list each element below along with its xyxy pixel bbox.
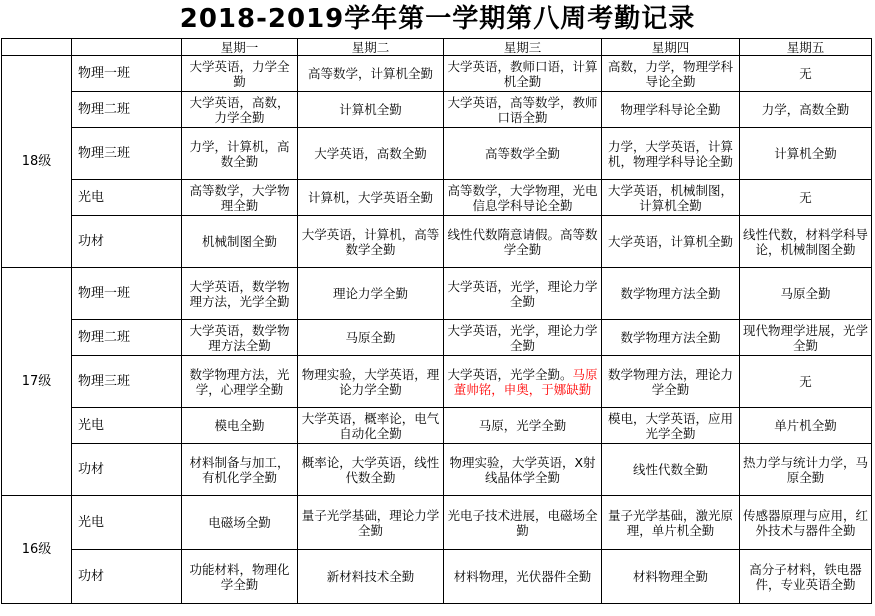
attendance-cell: 无 — [740, 356, 872, 408]
class-name: 光电 — [72, 180, 182, 216]
class-name: 物理三班 — [72, 128, 182, 180]
attendance-cell: 高数，力学，物理学科导论全勤 — [602, 56, 740, 92]
attendance-cell: 电磁场全勤 — [182, 496, 298, 550]
attendance-cell: 理论力学全勤 — [298, 268, 444, 320]
class-name: 物理一班 — [72, 56, 182, 92]
attendance-cell: 数学物理方法全勤 — [602, 268, 740, 320]
attendance-cell: 大学英语，高等数学，教师口语全勤 — [444, 92, 602, 128]
attendance-text: 大学英语，光学全勤。 — [447, 366, 573, 382]
attendance-cell: 大学英语，光学，理论力学全勤 — [444, 320, 602, 356]
attendance-cell: 计算机全勤 — [740, 128, 872, 180]
attendance-cell: 力学，高数全勤 — [740, 92, 872, 128]
attendance-cell: 模电，大学英语，应用光学全勤 — [602, 408, 740, 444]
attendance-cell: 大学英语，数学物理方法，光学全勤 — [182, 268, 298, 320]
attendance-cell: 数学物理方法，理论力学全勤 — [602, 356, 740, 408]
table-row — [2, 356, 872, 408]
attendance-cell: 马原全勤 — [298, 320, 444, 356]
table-row — [2, 268, 872, 320]
attendance-table — [1, 38, 872, 604]
day-header: 星期五 — [740, 39, 872, 56]
class-name: 物理三班 — [72, 356, 182, 408]
table-row — [2, 128, 872, 180]
attendance-cell: 机械制图全勤 — [182, 216, 298, 268]
attendance-cell: 马原全勤 — [740, 268, 872, 320]
table-row — [2, 444, 872, 496]
attendance-cell: 大学英语，光学，理论力学全勤 — [444, 268, 602, 320]
class-name: 光电 — [72, 496, 182, 550]
attendance-cell: 物理学科导论全勤 — [602, 92, 740, 128]
attendance-cell: 线性代数全勤 — [602, 444, 740, 496]
class-name: 物理二班 — [72, 92, 182, 128]
attendance-cell: 计算机全勤 — [298, 92, 444, 128]
class-name: 物理一班 — [72, 268, 182, 320]
attendance-cell: 材料制备与加工，有机化学全勤 — [182, 444, 298, 496]
attendance-cell: 大学英语，高数，力学全勤 — [182, 92, 298, 128]
day-header: 星期二 — [298, 39, 444, 56]
attendance-cell: 传感器原理与应用，红外技术与器件全勤 — [740, 496, 872, 550]
attendance-cell — [444, 356, 602, 408]
class-name: 功材 — [72, 444, 182, 496]
table-row — [2, 320, 872, 356]
attendance-cell: 光电子技术进展，电磁场全勤 — [444, 496, 602, 550]
attendance-cell: 数学物理方法，光学，心理学全勤 — [182, 356, 298, 408]
attendance-cell: 马原，光学全勤 — [444, 408, 602, 444]
attendance-cell: 量子光学基础，激光原理，单片机全勤 — [602, 496, 740, 550]
class-name: 功材 — [72, 216, 182, 268]
table-row — [2, 180, 872, 216]
attendance-cell: 数学物理方法全勤 — [602, 320, 740, 356]
day-header: 星期四 — [602, 39, 740, 56]
attendance-cell: 大学英语，数学物理方法全勤 — [182, 320, 298, 356]
day-header: 星期三 — [444, 39, 602, 56]
page-title: 2018-2019学年第一学期第八周考勤记录 — [179, 4, 696, 34]
attendance-cell: 量子光学基础，理论力学全勤 — [298, 496, 444, 550]
attendance-cell: 高分子材料，铁电器件，专业英语全勤 — [740, 550, 872, 604]
attendance-cell: 现代物理学进展，光学全勤 — [740, 320, 872, 356]
absence-note: 马原董帅铭，申奥，于娜缺勤 — [453, 366, 598, 397]
attendance-cell: 线性代数，材料学科导论，机械制图全勤 — [740, 216, 872, 268]
attendance-cell: 材料物理，光伏器件全勤 — [444, 550, 602, 604]
attendance-cell: 大学英语，教师口语，计算机全勤 — [444, 56, 602, 92]
attendance-cell: 大学英语，计算机全勤 — [602, 216, 740, 268]
attendance-cell: 线性代数隋意请假。高等数学全勤 — [444, 216, 602, 268]
day-header: 星期一 — [182, 39, 298, 56]
attendance-cell: 计算机，大学英语全勤 — [298, 180, 444, 216]
attendance-cell: 无 — [740, 180, 872, 216]
attendance-cell: 高等数学全勤 — [444, 128, 602, 180]
attendance-cell: 新材料技术全勤 — [298, 550, 444, 604]
attendance-cell: 高等数学，大学物理，光电信息学科导论全勤 — [444, 180, 602, 216]
grade-label: 16级 — [2, 496, 72, 604]
attendance-cell: 力学，计算机，高数全勤 — [182, 128, 298, 180]
table-row — [2, 56, 872, 92]
table-row — [2, 92, 872, 128]
attendance-cell: 功能材料，物理化学全勤 — [182, 550, 298, 604]
table-row — [2, 496, 872, 550]
class-name: 物理二班 — [72, 320, 182, 356]
attendance-cell: 模电全勤 — [182, 408, 298, 444]
attendance-cell: 物理实验，大学英语，理论力学全勤 — [298, 356, 444, 408]
class-name: 功材 — [72, 550, 182, 604]
grade-label: 17级 — [2, 268, 72, 496]
attendance-cell: 大学英语，概率论，电气自动化全勤 — [298, 408, 444, 444]
attendance-cell: 无 — [740, 56, 872, 92]
attendance-cell: 单片机全勤 — [740, 408, 872, 444]
header-row — [2, 39, 872, 56]
class-name: 光电 — [72, 408, 182, 444]
attendance-cell: 高等数学，大学物理全勤 — [182, 180, 298, 216]
grade-label: 18级 — [2, 56, 72, 268]
attendance-cell: 力学，大学英语，计算机，物理学科导论全勤 — [602, 128, 740, 180]
attendance-cell: 物理实验，大学英语，X射线晶体学全勤 — [444, 444, 602, 496]
attendance-cell: 大学英语，力学全勤 — [182, 56, 298, 92]
attendance-cell: 高等数学，计算机全勤 — [298, 56, 444, 92]
corner-cell — [2, 39, 72, 56]
table-row — [2, 216, 872, 268]
attendance-cell: 材料物理全勤 — [602, 550, 740, 604]
attendance-cell: 大学英语，计算机，高等数学全勤 — [298, 216, 444, 268]
attendance-cell: 概率论，大学英语，线性代数全勤 — [298, 444, 444, 496]
table-row — [2, 550, 872, 604]
table-row — [2, 408, 872, 444]
attendance-cell: 大学英语，机械制图，计算机全勤 — [602, 180, 740, 216]
attendance-cell: 大学英语，高数全勤 — [298, 128, 444, 180]
corner-cell — [72, 39, 182, 56]
attendance-cell: 热力学与统计力学，马原全勤 — [740, 444, 872, 496]
